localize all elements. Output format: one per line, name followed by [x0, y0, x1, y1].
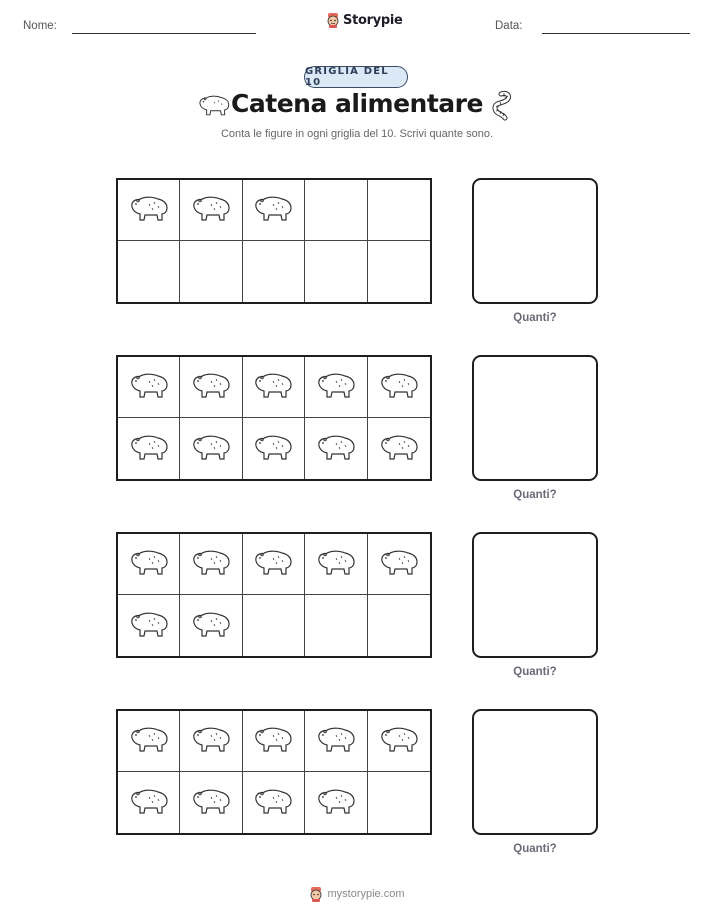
ten-frame-cell	[368, 180, 430, 241]
ten-frame-cell	[305, 418, 367, 479]
ten-frame-cell	[118, 595, 180, 656]
ten-frame-grid	[116, 355, 432, 481]
ten-frame-cell	[243, 418, 305, 479]
worksheet-type-badge: GRIGLIA DEL 10	[304, 66, 408, 88]
ten-frame-cell	[180, 534, 242, 595]
ten-frame-cell	[243, 772, 305, 833]
ten-frame-cell	[243, 241, 305, 302]
polar-bear-icon	[127, 546, 171, 582]
ten-frame-cell	[243, 595, 305, 656]
polar-bear-icon	[377, 369, 421, 405]
polar-bear-icon	[189, 369, 233, 405]
ten-frame-cell	[305, 595, 367, 656]
ten-frame-cell	[180, 241, 242, 302]
answer-prompt: Quanti?	[513, 489, 557, 501]
ten-frame-cell	[118, 180, 180, 241]
ten-frame-cell	[305, 357, 367, 418]
storypie-mascot-icon	[326, 12, 340, 28]
ten-frame-cell	[368, 357, 430, 418]
polar-bear-icon	[251, 192, 295, 228]
page-title: Catena alimentare	[231, 89, 483, 118]
polar-bear-icon	[127, 608, 171, 644]
ten-frame-cell	[180, 180, 242, 241]
ten-frame-cell	[368, 772, 430, 833]
answer-box[interactable]	[472, 178, 598, 304]
answer-box[interactable]	[472, 532, 598, 658]
polar-bear-icon	[127, 785, 171, 821]
polar-bear-icon	[251, 546, 295, 582]
answer-prompt: Quanti?	[513, 843, 557, 855]
polar-bear-icon	[377, 723, 421, 759]
polar-bear-icon	[314, 546, 358, 582]
brand-logo	[326, 12, 403, 28]
ten-frame-cell	[305, 241, 367, 302]
polar-bear-icon	[314, 723, 358, 759]
ten-frame-cell	[180, 418, 242, 479]
polar-bear-icon	[189, 723, 233, 759]
polar-bear-icon	[251, 723, 295, 759]
polar-bear-icon	[127, 192, 171, 228]
answer-box[interactable]	[472, 355, 598, 481]
ten-frame-cell	[118, 772, 180, 833]
answer-box[interactable]	[472, 709, 598, 835]
polar-bear-icon	[314, 785, 358, 821]
polar-bear-icon	[314, 431, 358, 467]
polar-bear-icon	[189, 431, 233, 467]
name-line[interactable]	[72, 33, 256, 34]
ten-frame-grid	[116, 178, 432, 304]
polar-bear-icon	[251, 369, 295, 405]
ten-frame-cell	[368, 711, 430, 772]
polar-bear-icon	[127, 723, 171, 759]
polar-bear-icon	[189, 546, 233, 582]
ten-frame-cell	[305, 534, 367, 595]
ten-frame-cell	[368, 241, 430, 302]
ten-frame-cell	[243, 534, 305, 595]
ten-frame-cell	[180, 357, 242, 418]
ten-frame-cell	[118, 534, 180, 595]
ten-frame-grid	[116, 709, 432, 835]
ten-frame-cell	[305, 711, 367, 772]
ten-frame-cell	[118, 711, 180, 772]
ten-frame-cell	[368, 534, 430, 595]
polar-bear-icon	[251, 785, 295, 821]
storypie-mascot-icon	[309, 886, 323, 902]
polar-bear-icon	[127, 431, 171, 467]
ten-frame-cell	[118, 241, 180, 302]
ten-frame-cell	[180, 711, 242, 772]
date-line[interactable]	[542, 33, 690, 34]
polar-bear-icon	[127, 369, 171, 405]
ten-frame-cell	[305, 772, 367, 833]
footer	[0, 886, 714, 902]
polar-bear-icon	[314, 369, 358, 405]
date-label: Data:	[495, 20, 523, 32]
polar-bear-icon	[377, 546, 421, 582]
instructions: Conta le figure in ogni griglia del 10. Scrivi quante sono.	[220, 128, 494, 140]
polar-bear-icon	[189, 608, 233, 644]
ten-frame-cell	[305, 180, 367, 241]
ten-frame-cell	[243, 180, 305, 241]
ten-frame-cell	[180, 595, 242, 656]
ten-frame-cell	[118, 357, 180, 418]
ten-frame-cell	[180, 772, 242, 833]
name-label: Nome:	[23, 20, 57, 32]
ten-frame-cell	[243, 357, 305, 418]
polar-bear-icon	[377, 431, 421, 467]
ten-frame-cell	[118, 418, 180, 479]
ten-frame-row-4	[116, 709, 616, 869]
polar-bear-icon	[251, 431, 295, 467]
brand-name: Storypie	[343, 12, 403, 28]
polar-bear-icon	[189, 192, 233, 228]
worm-icon	[487, 90, 515, 126]
polar-bear-icon	[189, 785, 233, 821]
ten-frame-cell	[368, 595, 430, 656]
ten-frame-cell	[368, 418, 430, 479]
ten-frame-cell	[243, 711, 305, 772]
answer-prompt: Quanti?	[513, 312, 557, 324]
answer-prompt: Quanti?	[513, 666, 557, 678]
ten-frame-row-1	[116, 178, 616, 338]
ten-frame-row-3	[116, 532, 616, 692]
ten-frame-row-2	[116, 355, 616, 515]
ten-frame-grid	[116, 532, 432, 658]
footer-url: mystorypie.com	[327, 888, 405, 900]
